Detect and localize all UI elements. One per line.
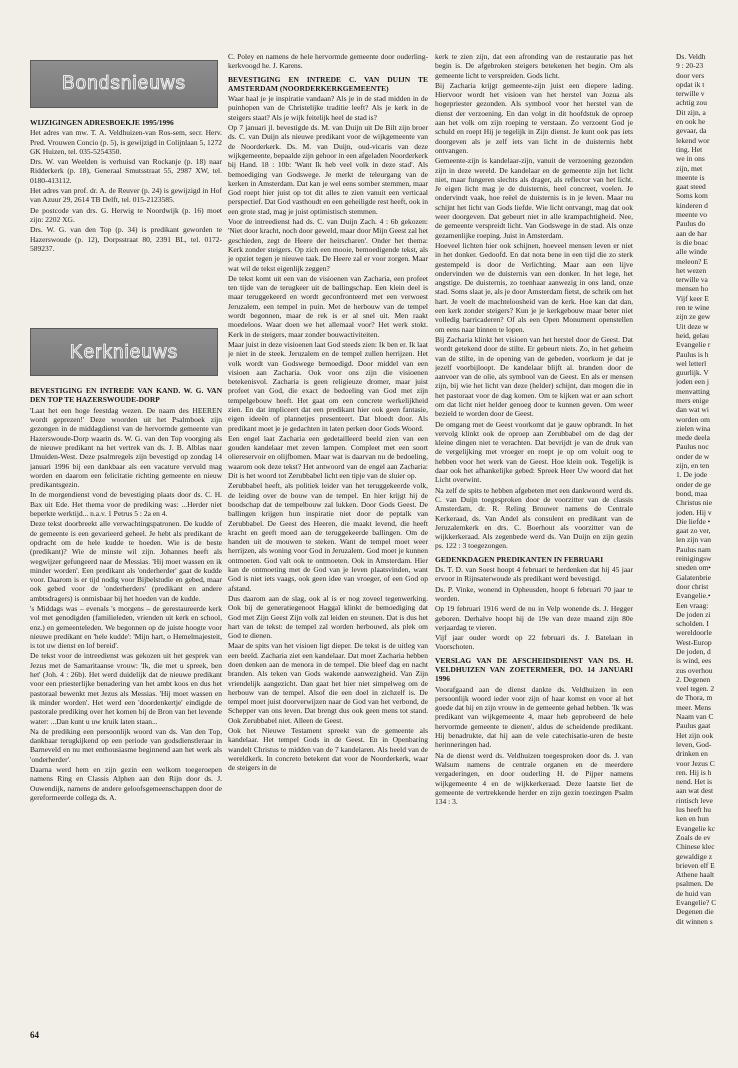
- text-line: Paulus nam: [676, 544, 711, 554]
- text-line: alle winde: [676, 247, 708, 257]
- text-line: guurlijk. V: [676, 368, 709, 378]
- text-line: onder de w: [676, 451, 710, 461]
- paragraph: Het adres van prof. dr. A. de Reuver (p. 24) is gewijzigd in Hof van Azuur 29, 2614 TB Delft, tel. 015-2123585.: [30, 186, 222, 205]
- text-line: voor Jezus C: [676, 758, 715, 768]
- text-line: joden. Hij v: [676, 507, 712, 517]
- article-heading: BEVESTIGING EN INTREDE C. VAN DUIJN TE AMSTERDAM (NOORDERKERKGEMEENTE): [228, 74, 428, 93]
- text-line: West-Europ: [676, 637, 712, 647]
- page-number: 64: [30, 1030, 39, 1040]
- text-line: achtig zou: [676, 98, 708, 108]
- text-line: veel tegen. 2: [676, 684, 715, 694]
- text-line: Christus nie: [676, 498, 713, 508]
- text-line: Vijf keer E: [676, 293, 709, 303]
- paragraph: Op 7 januari jl. bevestigde ds. M. van Duijn uit De Bilt zijn broer ds. C. van Duijn als nieuwe predikant voor de wijkgemeente van de Noorderkerk. Ds. M. van Duijn, oud-vicaris van deze wijkgemeente, bepaalde zijn gehoor in een afgeladen Noorderkerk bij Hand. 18 : 10b: 'Want Ik heb veel volk in deze stad'. Als bemoediging van Godswege. Je merkt de teleurgang van de kerken in Amsterdam. Dat kan je wel eens somber stemmen, maar God roept hier juist op tot dit alles te zien vanuit een verticaal perspectief. Dat God vasthoudt en een geheiligde rest heeft, ook in een grote stad, mag je juist optimistisch stemmen.: [228, 123, 428, 216]
- text-line: Chinese klec: [676, 842, 715, 852]
- text-line: 2. Degenen: [676, 674, 711, 684]
- text-line: ren. Hij is h: [676, 767, 712, 777]
- text-line: lekend wor: [676, 135, 710, 145]
- column-3: [435, 52, 633, 1012]
- text-line: Paulus is h: [676, 349, 709, 359]
- text-line: zijn, met: [676, 163, 703, 173]
- text-line: door vers: [676, 70, 705, 80]
- text-line: Evangelie? C: [676, 898, 717, 908]
- text-line: Dit zijn, a: [676, 107, 706, 117]
- text-line: meer. Mens: [676, 702, 711, 712]
- text-line: len zijn van: [676, 535, 711, 545]
- paragraph: Zerubbabel heeft, als politiek leider van het teruggekeerde volk, de leiding over de bouw van de tempel. En hier krijgt hij de boodschap dat de tempelbouw zal lukken. Door Gods Geest. De ballingen krijgen hun inspiratie niet door de peptalk van Zerubbabel. De Geest des Heeren, die maakt levend, die heeft kracht en geeft moed aan de teruggekeerde ballingen. Om de handen uit de mouwen te steken. Want de tempel moet weer herrijzen, als woning voor God in Jeruzalem. God moet je kunnen ontmoeten. God valt ook te ontmoeten. Ook in Amsterdam. Hier kan de ontmoeting met de God van je leven plaatsvinden, want God is niet iets vaags, ook geen idee van vroeger, of een God op afstand.: [228, 481, 428, 593]
- text-line: worden om: [676, 414, 710, 424]
- text-line: zijn, en ten: [676, 461, 710, 471]
- text-line: kinderen d: [676, 200, 708, 210]
- text-line: ren te wine: [676, 303, 710, 313]
- column-4-cropped: [676, 52, 738, 1012]
- text-line: is wind, ees: [676, 656, 712, 666]
- column-2: [228, 52, 428, 1012]
- paragraph: Ds. T. D. van Soest hoopt 4 februari te herdenken dat hij 45 jaar ervoor in Rijnsaterwoude als predikant werd bevestigd.: [435, 565, 633, 584]
- text-line: lus heeft hu: [676, 805, 711, 815]
- section-banner-title: Kerknieuws: [69, 341, 179, 363]
- text-line: we in ons: [676, 154, 705, 164]
- text-line: drinken en: [676, 749, 708, 759]
- paragraph: Een engel laat Zacharia een gedetailleerd beeld zien van een gouden kandelaar met zeven lampen. Compleet met een soort oliereservoir en olijfbomen. Maar wat is daarvan nu de bedoeling, waarom ook deze tekst? Het antwoord van de engel aan Zacharia: Dit is het woord tot Zerubbabel licht een tipje van de sluier op.: [228, 433, 428, 481]
- text-line: aan de har: [676, 228, 707, 238]
- text-line: 1. De jode: [676, 470, 708, 480]
- text-line: De joden, d: [676, 647, 711, 656]
- text-line: wereldoorle: [676, 628, 712, 638]
- text-line: is die boac: [676, 237, 709, 247]
- text-line: menvatting: [676, 386, 710, 396]
- text-line: scholden. I: [676, 619, 709, 629]
- paragraph: Vijf jaar ouder wordt op 22 februari ds. J. Batelaan in Voorschoten.: [435, 633, 633, 652]
- text-line: onder de ge: [676, 479, 711, 489]
- paragraph: Na de dienst werd ds. Veldhuizen toegesproken door ds. J. van Walsum namens de centrale organen en de meerdere vergaderingen, en door ouderling H. de Pijper namens wijkgemeente 4 en de wijkkerkeraad. Deze laatste liet de gemeente de vertrekkende herder en zijn gezin toezingen Psalm 134 : 3.: [435, 750, 633, 807]
- text-line: meente is: [676, 172, 705, 182]
- paragraph: De omgang met de Geest voorkomt dat je gauw opbrandt. In het vervolg klinkt ook de oproep aan Zerubbabel om de dag der kleine dingen niet te verachten. Dat bevrijdt je van de druk van de vergelijking met vroeger en roept je op om voluit oog te hebben voor het werk van de Geest. Hoe klein ook. Tegelijk is daar ook het afhankelijke gebed: Spreek Heer Uw woord dat het Licht overwint.: [435, 419, 633, 485]
- text-line: sneden om•: [676, 563, 711, 573]
- text-line: het wezen: [676, 265, 707, 275]
- paragraph: Drs. W. van Weelden is verhuisd van Rockanje (p. 18) naar Ridderkerk (p. 18), Generaal Smutsstraat 55, 2987 XW, tel. 0180-413112.: [30, 157, 222, 185]
- text-line: brieven elf E: [676, 860, 715, 870]
- text-line: gaat steed: [676, 182, 706, 192]
- paragraph: Deze tekst doorbreekt alle verwachtingspatronen. De kudde of de gemeente is een gevarieerd geheel. Je hebt als predikant de opdracht om de hele kudde te hoeden. Wie is de beste (predikant)? Wie de minste wil zijn. Johannes heeft als wegwijzer gefungeerd naar de Messias. 'Hij moet wassen en ik minder worden'. Een predikant als 'onderherder' gaat de kudde voor. Daarom is er tijd nodig voor Bijbelstudie en gebed, maar ook gebed voor de 'onderherders' (predikant en andere ambtsdragers) is onmisbaar bij het hoeden van de kudde.: [30, 519, 222, 603]
- text-line: rintisch leve: [676, 795, 713, 805]
- paragraph: In de morgendienst vond de bevestiging plaats door ds. C. H. Bax uit Ede. Het thema voor de prediking was: ...Herder niet beperkte werktijd... n.a.v. 1 Petrus 5 : 2a en 4.: [30, 490, 222, 519]
- text-line: wel letterl: [676, 358, 707, 368]
- section-banner-kerknieuws: [30, 328, 218, 376]
- paragraph: Gemeente-zijn is kandelaar-zijn, vanuit de verzoening gezonden zijn in deze wereld. De kandelaar en de gemeente zijn het licht niet, maar fungeren slechts als drager, als reflector van het licht. Je eigen licht mag je de duisternis, heel concreet, voelen. Je ondervindt vaak, hoe reëel de duisternis is in je leven. Maar nu schijnt het licht van Gods liefde. Wie licht ontvangt, mag dat ook weer doorgeven. Dat gebeurt niet in alle krampachtigheid. Nee, de gemeente verspreidt licht. Van Godswege in de stad. Als onze gezamenlijke roeping. Juist in Amsterdam.: [435, 156, 633, 240]
- text-line: dan wat wi: [676, 405, 709, 415]
- text-line: de huid van: [676, 888, 711, 898]
- text-line: Zoals de ev: [676, 832, 711, 842]
- paragraph: Maar de spits van het visioen ligt dieper. De tekst is de uitleg van een beeld. Zacharia ziet een kandelaar. Dat moet Zacharia hebben doen denken aan de menora in de tempel. Die bleef dag en nacht branden. Als teken van Gods wakende aanwezigheid. Van Zijn vriendelijk aangezicht. Dan gaat het hier niet simpelweg om de herbouw van de tempel. Alsof die een doel in zichzelf is. De tempel moet juist doorverwijzen naar de God van het verbond, de Schepper van ons leven. Dat brengt dus ook geen mens tot stand. Ook Zerubbabel niet. Alleen de Geest.: [228, 641, 428, 725]
- column-1: [30, 60, 222, 1020]
- text-line: meente vo: [676, 210, 708, 220]
- text-line: zielen wina: [676, 423, 711, 433]
- text-line: Naam van C: [676, 712, 714, 722]
- text-line: 9 : 20-23: [676, 61, 704, 71]
- paragraph: Daarna werd hem en zijn gezin een welkom toegeroepen namens Ring en Classis Alphen aan den Rijn door ds. J. Ouwendijk, namens de andere geloofsgemeenschappen door de gereformeerde collega ds. A.: [30, 765, 222, 802]
- text-line: Die liefde •: [676, 516, 711, 526]
- text-line: dit winnen s: [676, 916, 713, 926]
- text-line: Evangelie.•: [676, 591, 711, 601]
- paragraph: C. Poley en namens de hele hervormde gemeente door ouderling-kerkvoogd he. J. Karens.: [228, 52, 428, 71]
- text-line: door christ: [676, 581, 709, 591]
- text-line: nend. Het is: [676, 777, 713, 787]
- text-line: ken en hun: [676, 814, 709, 824]
- text-line: Paulus do: [676, 219, 706, 229]
- paragraph: Bij Zacharia krijgt gemeente-zijn juist een diepere lading. Hiervoor wordt het visioen van het herstel van Jozua als hogepriester gezonden. Als symbool voor het herstel van de dienst der verzoening. En dan volgt in dit hoofdstuk de oproep aan het volk om zijn roeping te verstaan. Zo verzoent God je schuld en roept Hij je tegelijk in Zijn dienst. Je kunt ook pas iets doorgeven als je zelf iets van licht in de duisternis hebt ontvangen.: [435, 80, 633, 155]
- paragraph: Maar juist in deze visioenen laat God steeds zien: Ik ben er. Ik laat je niet in de steek. Jeruzalem en de tempel zullen herrijzen. Het volk wordt van Godswege bemoedigd. Door middel van een visioen aan Zacharia. Ook voor ons zijn die visioenen betekenisvol. Zacharia is geen religieuze dromer, maar juist profeet van God, die exact de bedoeling van God met zijn tempelgebouw heeft. Het gaat om een concrete werkelijkheid zien. En dat impliceert dat een predikant hier ook geen fantasie, eigen ideeën of plannetjes presenteert. Dat bloedt door. Als predikant moet je je gedachten in laten perken door Gods Woord.: [228, 339, 428, 433]
- text-line: leven, God-: [676, 739, 712, 749]
- text-line: gewaldige z: [676, 851, 713, 861]
- text-line: Evangelie r: [676, 340, 711, 350]
- text-line: Evangelie kc: [676, 823, 715, 833]
- article-heading: GEDENKDAGEN PREDIKANTEN IN FEBRUARI: [435, 554, 604, 564]
- paragraph: Dus daarom aan de slag, ook al is er nog zoveel tegenwerking. Ook bij de generatiegenoot Haggaï klinkt de bemoediging dat God met Zijn Geest Zijn volk zal leiden en steunen. Dat is dus het hart van de tekst: de tempel zal worden herbouwd, als plek om God te dienen.: [228, 593, 428, 641]
- text-line: gevaar, da: [676, 126, 707, 136]
- text-line: zijn ze gew: [676, 312, 711, 322]
- text-line: terwille v: [676, 89, 705, 99]
- text-line: en ook he: [676, 117, 706, 127]
- paragraph: Ds. P. Vinke, wonend in Opheusden, hoopt 6 februari 70 jaar te worden.: [435, 584, 633, 603]
- text-line: reinigingsw: [676, 554, 712, 564]
- text-line: de Thora, m: [676, 693, 713, 703]
- article-heading: WIJZIGINGEN ADRESBOEKJE 1995/1996: [30, 118, 174, 127]
- text-line: zus overhou: [676, 665, 713, 675]
- paragraph: Het adres van mw. T. A. Veldhuizen-van Ros-sem, secr. Herv. Pred. Vrouwen Concio (p. 5), is gewijzigd in Colijnlaan 5, 1272 GK Huizen, tel. 035-5254350.: [30, 128, 222, 156]
- paragraph: Bij Zacharia klinkt het visioen van het herstel door de Geest. Dat wordt getekend door de stilte. Er gebeurt niets. Zo, in het geheim van de stilte, in de opening van de gebeden, voorkom je dat je jezelf voorbijloopt. De kandelaar blijft al. branden door de aanvoer van de olie, als symbool van de Geest. En als er mensen zijn, bij wie het licht van deze (helder) schijnt, dan mogen die in het pastoraat voor de dag komen. Om te kijken wat er aan schort om dat licht niet helder genoeg door te kunnen geven. Om weer bezield te worden door de Geest.: [435, 334, 633, 419]
- paragraph: 's Middags was – evenals 's morgens – de gerestaureerde kerk vol met genodigden (familieleden, vrienden uit kerk en school, enz.) en gemeenteleden. We begonnen op de juiste hoogte voor nieuwe predikant en 'hele kudde': 'Mijn hart, o Hemelmajesteit, is tot uw dienst en lof bereid'.: [30, 603, 222, 651]
- paragraph: Na zelf de spits te hebben afgebeten met een dankwoord werd ds. C. van Duijn toegesproken door de voorzitter van de classis Amsterdam, dr. R. Reling Brouwer namens de Centrale Kerkeraad, ds. Van Andel als consulent en predikant van de Jeruzalemkerk en drs. C. Boerhout als voorzitter van de wijkkerkeraad. Als zegenbede werd ds. Van Duijn en zijn gezin ps. 122 : 3 toegezongen.: [435, 485, 633, 551]
- paragraph: De postcode van drs. G. Herwig te Noordwijk (p. 16) moet zijn: 2202 XG.: [30, 205, 222, 224]
- section-banner-bondsnieuws: [30, 60, 218, 108]
- paragraph: De tekst voor de intreedienst was gekozen uit het gesprek van Jezus met de Samaritaanse vrouw: 'Ik, die met u spreek, ben het' (Joh. 4 : 26b). Het werd duidelijk dat de nieuwe predikant voor een priesterlijke benadering van het ambt koos en dus het pastoraal bewenkt met Jezus als Messias. 'Hij moet wassen en ik minder worden'. Het werd een 'doordenkertje' eindigde de pastorale prediking over het komen bij de Bron van het levende water: ...Dan kunt u uw kruik laten staan...: [30, 651, 222, 726]
- paragraph: Voor de intreedienst had ds. C. van Duijn Zach. 4 : 6b gekozen: 'Niet door kracht, noch door geweld, maar door Mijn Geest zal het geschieden, zegt de Heere der heirscharen'. Onder het thema: Kerk zonder steigers. Op zich een mooie, bemoedigende tekst, als je opziet tegen je nieuwe taak. De Heere zal er voor zorgen. Maar wat wil de tekst eigenlijk zeggen?: [228, 217, 428, 273]
- section-banner-title: Bondsnieuws: [61, 73, 187, 95]
- paragraph: De tekst komt uit een van de visioenen van Zacharia, een profeet ten tijde van de terugkeer uit de ballingschap. Een klein deel is maar teruggekeerd en wordt geconfronteerd met een verwoest Jeruzalem, een tempel in puin. Met de herbouw van de tempel wordt begonnen, maar de rek is er al snel uit. Men raakt moedeloos. Waar doen we het allemaal voor? Het werk stokt. Kerk in de steigers, maar zonder bouwactiviteiten.: [228, 273, 428, 339]
- paragraph: 'Laat het een hoge feestdag wezen. De naam des HEEREN wordt geprezen!' Deze woorden uit het Psalmboek zijn gezongen in de middagdienst van de hervormde gemeente van Hazerswoude-Dorp waarin ds. W. G. van den Top voorging als de nieuwe predikant na het vertrek van ds. J. B. Alblas naar IJmuiden-West. Deze psalmregels zijn bevestigd op zondag 14 januari 1996 bij een dankbaar als een vacature vervuld mag worden en daarom een felicitatie richting gemeente en nieuw predikantsgezin.: [30, 405, 222, 490]
- paragraph: Op 19 februari 1916 werd de nu in Velp wonende ds. J. Hegger geboren. Derhalve hoopt hij de 19e van deze maand zijn 80e verjaardag te vieren.: [435, 604, 633, 632]
- text-line: Ds. Veldh: [676, 52, 706, 61]
- paragraph: kerk te zien zijn, dat een afronding van de restauratie pas het begin is. De afgebroken steigers betekenen het begin. Om als gemeente licht te verspreiden. Gods licht.: [435, 52, 633, 80]
- text-line: Uit deze w: [676, 321, 709, 331]
- paragraph: Voorafgaand aan de dienst dankte ds. Veldhuizen in een persoonlijk woord ieder voor zijn of haar komst en voor al het goede dat hij en zijn vrouw in de gemeente gehad hebben. 'Ik was predikant van wijkgemeente 4, maar heb geprobeerd de hele hervormde gemeente te dienen', aldus de scheidende predikant. Hij benadrukte, dat hij aan de vele catechisatie-uren de beste herinneringen had.: [435, 684, 633, 750]
- text-line: opdat ik t: [676, 79, 705, 89]
- text-line: meleon? E: [676, 256, 708, 266]
- text-line: De joden zi: [676, 609, 711, 619]
- text-line: Paulus gaat: [676, 721, 711, 731]
- text-line: aan wat dest: [676, 786, 714, 796]
- text-line: mers enige: [676, 395, 709, 405]
- text-line: mensen ho: [676, 284, 709, 294]
- text-line: terwille va: [676, 275, 708, 285]
- text-line: Paulus noc: [676, 442, 709, 452]
- paragraph: Na de prediking een persoonlijk woord van ds. Van den Top, dankbaar terugkijkend op een periode van godsdienstleraar in Barneveld en nu met enthousiasme beginnend aan het werk als 'onderherder'.: [30, 726, 222, 764]
- text-line: gaat zo ver,: [676, 526, 711, 536]
- text-line: Degenen die: [676, 907, 714, 917]
- text-line: heid, gelau: [676, 330, 709, 340]
- article-heading: BEVESTIGING EN INTREDE VAN KAND. W. G. VAN DEN TOP TE HAZERSWOUDE-DORP: [30, 386, 222, 405]
- paragraph: Drs. W. G. van den Top (p. 34) is predikant geworden te Hazerswoude (p. 12), Dorpsstraat 80, 2391 BL, tel. 0172-589237.: [30, 225, 222, 253]
- text-line: mede deela: [676, 433, 710, 443]
- text-line: bond, maa: [676, 488, 708, 498]
- text-line: Het zijn ook: [676, 730, 714, 740]
- text-line: psalmen. De: [676, 879, 714, 889]
- text-line: Soms kom: [676, 191, 708, 201]
- paragraph: Waar haal je je inspiratie vandaan? Als je in de stad midden in de puinhopen van de Christelijke traditie leeft? Als je kerk in de steigers staat? Als je wijk feitelijk heel de stad is?: [228, 94, 428, 122]
- article-heading: VERSLAG VAN DE AFSCHEIDSDIENST VAN DS. H. VELDHUIZEN VAN ZOETERMEER, DO. 14 JANUARI 1996: [435, 655, 633, 684]
- text-line: Athene haalt: [676, 870, 715, 880]
- text-line: Galatenbrie: [676, 572, 711, 582]
- text-line: joden een j: [676, 377, 709, 387]
- paragraph: Hoeveel lichten hier ook schijnen, hoeveel mensen leven er niet in het donker. Gedoofd. En dat nota bene in een tijd die zo sterk gestempeld is door de Verlichting. Maar aan een lijve ondervinden we de duisternis van een donker. In het lege, het angstige. De duisternis, zo toenhaar aanwezig in ons land, onze stad. Soms slaat je, als je door Amsterdam fietst, de schrik om het hart. Je voelt de machteloosheid van de kerk. Hoe kan dat dan, een kerk zonder steigers? Kun je je kerkgebouw maar beter niet volledig barricaderen? Of als een Open Monument openstellen om eens naar binnen te lopen.: [435, 240, 633, 334]
- text-line: ting. Het: [676, 144, 703, 154]
- text-line: Een vraag:: [676, 600, 709, 610]
- paragraph: Ook het Nieuwe Testament spreekt van de gemeente als kandelaar. Het tempel Gods in de Geest. En in Openbaring wandelt Christus te midden van de 7 kandelaren. Als heeld van de wereldkerk. In concreto betekent dat voor de Noorderkerk, waar de steigers in de: [228, 726, 428, 773]
